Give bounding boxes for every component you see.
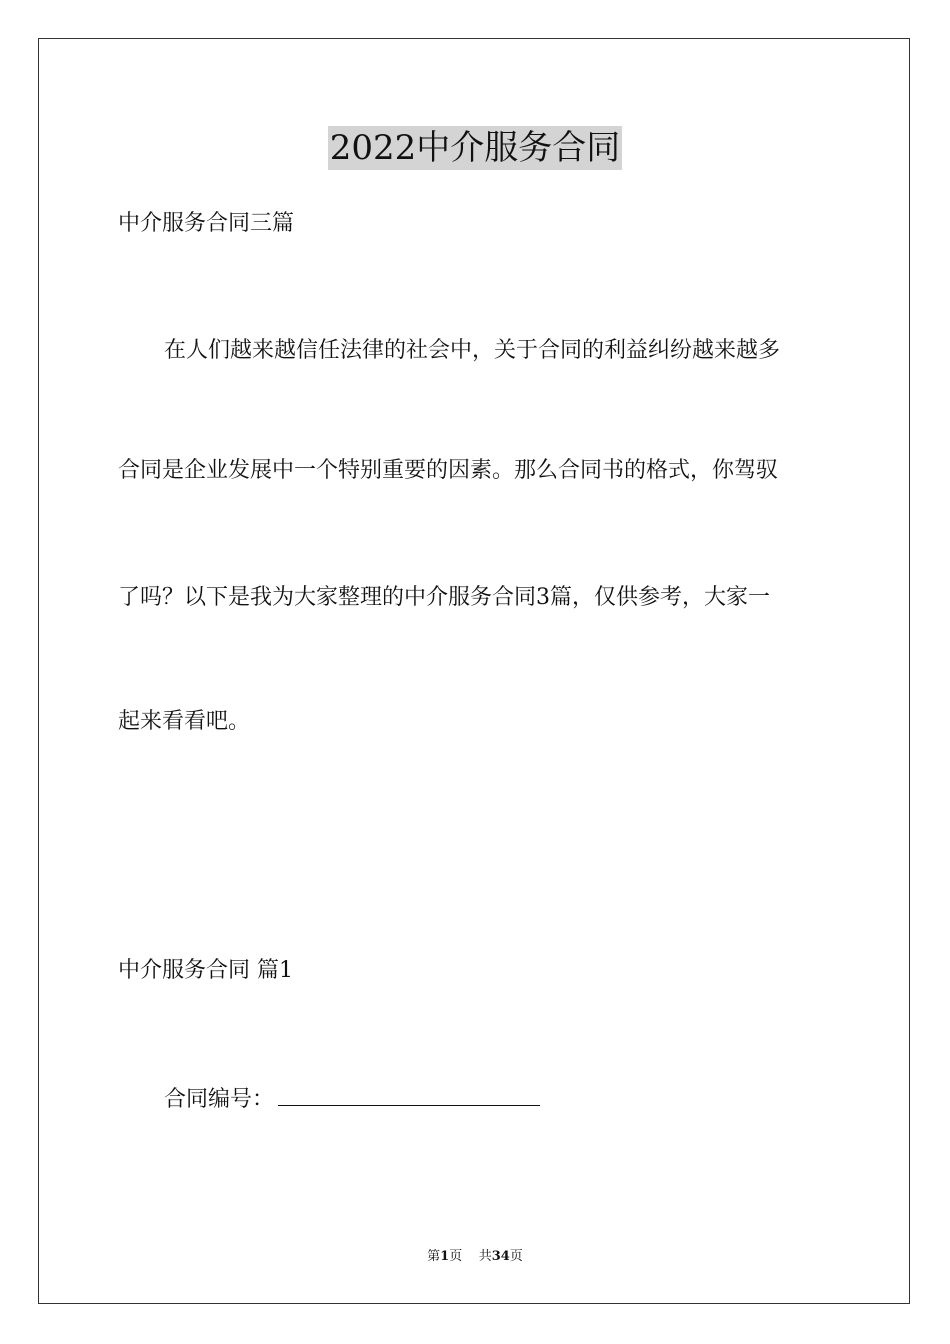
intro-line-2: 合同是企业发展中一个特别重要的因素。那么合同书的格式，你驾驭 bbox=[118, 458, 779, 483]
document-subtitle: 中介服务合同三篇 bbox=[118, 211, 295, 236]
intro-line-1: 在人们越来越信任法律的社会中，关于合同的利益纠纷越来越多 bbox=[164, 338, 781, 363]
contract-number-row bbox=[164, 1083, 540, 1115]
title-container bbox=[0, 126, 950, 170]
footer-total-pages: 34 bbox=[491, 1249, 510, 1264]
footer-page-prefix: 第 bbox=[427, 1249, 441, 1264]
footer-page-number: 1 bbox=[440, 1249, 450, 1264]
section-heading: 中介服务合同 篇1 bbox=[118, 958, 293, 983]
page-footer bbox=[0, 1248, 950, 1266]
intro-line-3: 了吗？以下是我为大家整理的中介服务合同3篇，仅供参考，大家一 bbox=[118, 585, 770, 610]
document-title: 2022中介服务合同 bbox=[329, 128, 621, 168]
contract-number-blank bbox=[278, 1083, 540, 1106]
footer-total-suffix: 页 bbox=[509, 1249, 523, 1264]
intro-line-4: 起来看看吧。 bbox=[118, 709, 251, 734]
footer-page-suffix: 页 bbox=[449, 1249, 463, 1264]
footer-total-prefix: 共 bbox=[478, 1249, 492, 1264]
contract-number-label: 合同编号： bbox=[164, 1087, 275, 1112]
